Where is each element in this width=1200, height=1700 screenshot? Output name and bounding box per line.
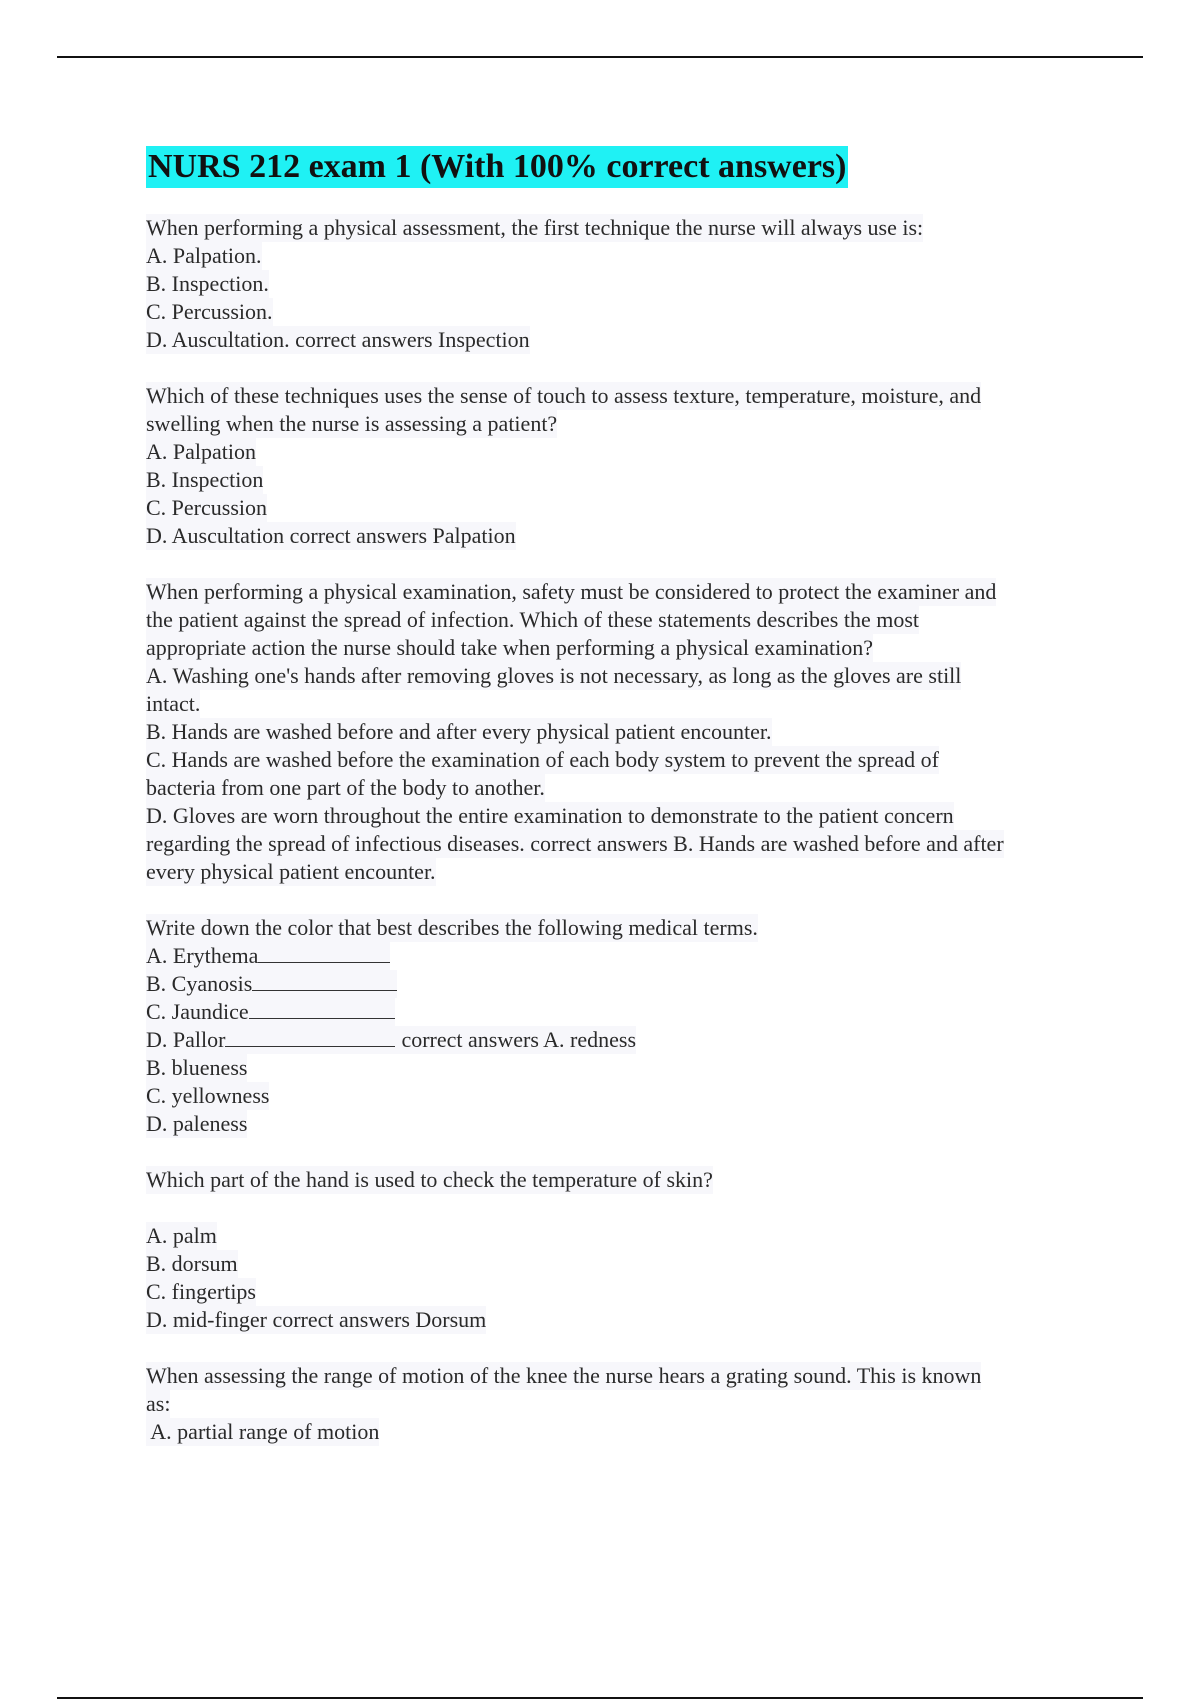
option-line: A. Palpation. <box>146 243 262 268</box>
term-line <box>146 1026 636 1054</box>
question-1 <box>146 214 1096 354</box>
header-rule <box>57 56 1143 58</box>
answer-line: D. Auscultation correct answers Palpation <box>146 523 516 548</box>
option-line: C. Percussion <box>146 495 267 520</box>
fill-in-blank <box>249 998 395 1019</box>
fill-in-blank <box>258 942 390 963</box>
term-label: B. Cyanosis <box>146 971 253 996</box>
option-line: A. palm <box>146 1223 217 1248</box>
term-label: C. Jaundice <box>146 999 249 1024</box>
document-body <box>146 146 1096 1446</box>
option-line: C. fingertips <box>146 1279 256 1304</box>
question-line: as: <box>146 1391 171 1416</box>
option-line: C. Hands are washed before the examination of each body system to prevent the spread of <box>146 747 939 772</box>
option-line: B. Inspection <box>146 467 264 492</box>
question-line: swelling when the nurse is assessing a patient? <box>146 411 558 436</box>
question-4 <box>146 914 1096 1138</box>
question-line: the patient against the spread of infection. Which of these statements describes the most <box>146 607 920 632</box>
question-2 <box>146 382 1096 550</box>
answer-line: regarding the spread of infectious diseases. correct answers B. Hands are washed before and after <box>146 831 1004 856</box>
footer-rule <box>57 1697 1143 1699</box>
fill-in-blank <box>252 970 397 991</box>
answer-line: B. blueness <box>146 1055 248 1080</box>
option-line: B. Inspection. <box>146 271 269 296</box>
term-line <box>146 998 395 1026</box>
answer-line: every physical patient encounter. <box>146 859 436 884</box>
answer-line: D. paleness <box>146 1111 248 1136</box>
term-label: D. Pallor <box>146 1027 226 1052</box>
question-line: When assessing the range of motion of the knee the nurse hears a grating sound. This is known <box>146 1363 982 1388</box>
term-label: A. Erythema <box>146 943 259 968</box>
option-line: B. dorsum <box>146 1251 238 1276</box>
option-line: D. Gloves are worn throughout the entire examination to demonstrate to the patient concern <box>146 803 954 828</box>
question-line: When performing a physical assessment, the first technique the nurse will always use is: <box>146 215 924 240</box>
option-line: intact. <box>146 691 201 716</box>
term-line <box>146 970 397 998</box>
question-line: Which of these techniques uses the sense of touch to assess texture, temperature, moisture, and <box>146 383 982 408</box>
question-line: When performing a physical examination, safety must be considered to protect the examiner and <box>146 579 997 604</box>
option-line: B. Hands are washed before and after every physical patient encounter. <box>146 719 772 744</box>
document-title: NURS 212 exam 1 (With 100% correct answers) <box>146 146 848 188</box>
option-line: bacteria from one part of the body to another. <box>146 775 545 800</box>
question-line: Write down the color that best describes the following medical terms. <box>146 915 758 940</box>
question-line: Which part of the hand is used to check the temperature of skin? <box>146 1167 713 1192</box>
answer-line: D. mid-finger correct answers Dorsum <box>146 1307 487 1332</box>
fill-in-blank <box>225 1026 395 1047</box>
question-3 <box>146 578 1096 886</box>
question-5 <box>146 1166 1096 1334</box>
term-line <box>146 942 390 970</box>
option-line: A. Palpation <box>146 439 256 464</box>
question-line: appropriate action the nurse should take when performing a physical examination? <box>146 635 873 660</box>
answer-line: D. Auscultation. correct answers Inspection <box>146 327 530 352</box>
answer-text: correct answers A. redness <box>401 1027 637 1052</box>
answer-line: C. yellowness <box>146 1083 270 1108</box>
option-line: A. Washing one's hands after removing gloves is not necessary, as long as the gloves are still <box>146 663 962 688</box>
spacer <box>146 1194 1096 1222</box>
question-6 <box>146 1362 1096 1446</box>
option-line: A. partial range of motion <box>146 1419 380 1444</box>
option-line: C. Percussion. <box>146 299 273 324</box>
